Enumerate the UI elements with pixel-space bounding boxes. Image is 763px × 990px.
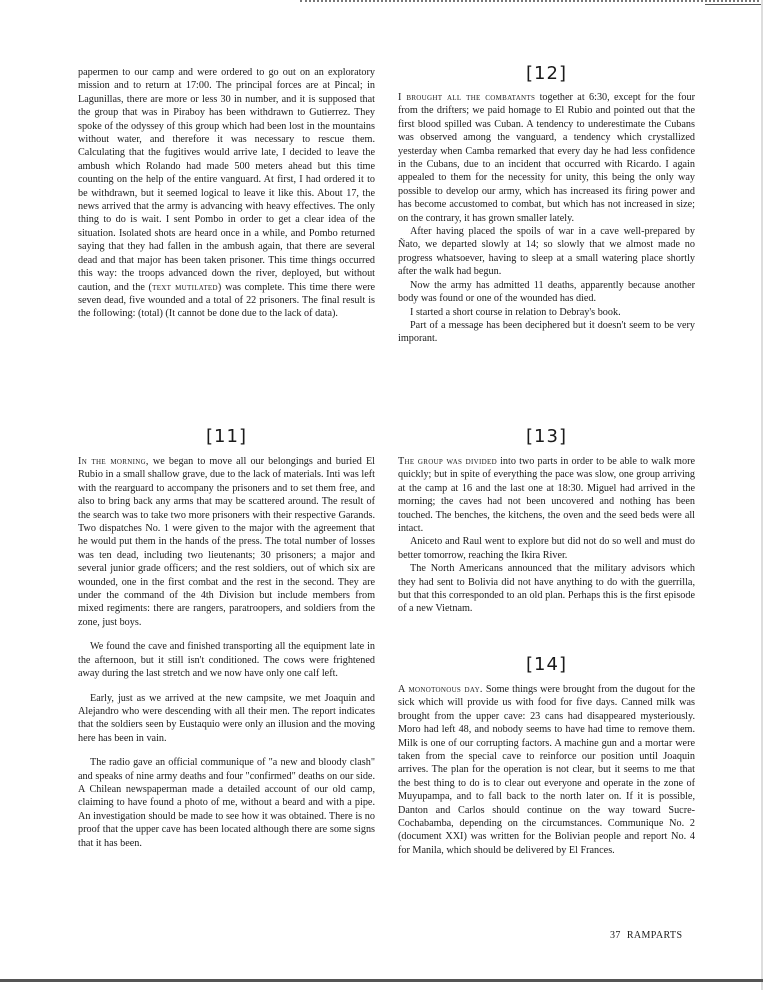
entry-12-paragraph-3: Now the army has admitted 11 deaths, apparently because another body was found or one of the wounded has died. — [398, 279, 695, 305]
entry-11-paragraph-2: We found the cave and finished transporting all the equipment late in the afternoon, but it still isn't conditioned. The cows were frightened away during the last stretch and we now have only one calf left. — [78, 641, 375, 680]
entry-12-lead-in: I brought all the combatants — [398, 92, 536, 103]
entry-11 — [78, 455, 375, 850]
top-solid-rule — [705, 4, 763, 5]
entry-heading-14: [14] — [526, 654, 567, 675]
entry-11-paragraph-1 — [78, 455, 375, 629]
entry-12-paragraph-2: After having placed the spoils of war in a cave well-prepared by Ñato, we departed slowly at 14; so slowly that we almost made no progress whatsoever, having to sleep at a small watering place shortly after the walk had begun. — [398, 226, 695, 278]
continuation-paragraph — [78, 66, 375, 321]
entry-12-paragraph-5: Part of a message has been deciphered but it doesn't seem to be very imporant. — [398, 319, 695, 345]
entry-heading-11: [11] — [206, 426, 247, 447]
entry-14-text-1: Some things were brought from the dugout for the sick which will provide us with food for five days. Canned milk was brought from the upper cave: 23 cans had disappeared mysteriously. Moro had left 48, and nobody seems to have had time to remove them. Milk is one of our corrupting factors. A machine gun and a mortar were taken from the special cave to reinforce our position until Joaquin arrives. The plan for the operation is not clear, but it seems to me that the best thing to do is to clear out everyone and operate in the zone of Muyupampa, and to fall back to the north later on. If it is possible, Danton and Carlos should continue on the way toward Sucre-Cochabamba, depending on the circumstances. Communique No. 2 (document XXI) was written for the Bolivian people and report No. 4 for Manila, which should be delivered by El Frances. — [398, 684, 695, 856]
entry-13 — [398, 455, 695, 616]
entry-14 — [398, 683, 695, 857]
continuation-text: papermen to our camp and were ordered to go out on an exploratory mission and to return at 17:00. The principal forces are at Pincal; in Lagunillas, there are more or less 30 in number, and it is supposed that the group that was in Piraboy has been withdrawn to Gutierrez. They spoke of the odyssey of this group which had been lost in the mountains without water, and therefore it was necessary to rescue them. Calculating that the fugitives would arrive late, I decided to leave the ambush which Rolando had made 500 meters ahead but this time counting on the help of the entire vanguard. At first, I had ordered it to be withdrawn, but it seemed logical to leave it like this. About 17, the news arrived that the army is advancing with heavy effectives. The only thing to do is wait. I sent Pombo in order to get a clear idea of the situation. Isolated shots are heard once in a while, and Pombo returned saying that they had fallen in the ambush again, that there are several dead and that major has been taken prisoner. This time things occurred this way: the troops advanced down the river, deployed, but without caution, and the — [78, 67, 375, 293]
entry-11-lead-in: In the morning, — [78, 456, 149, 467]
entry-12-paragraph-4: I started a short course in relation to Debray's book. — [410, 306, 621, 318]
entry-12-paragraph-1 — [398, 91, 695, 225]
entry-11-paragraph-4: The radio gave an official communique of "a new and bloody clash" and speaks of nine army deaths and four "confirmed" deaths on our side. A Chilean newspaperman made a detailed account of our old camp, claiming to have found a photo of me, without a beard and with a pipe. An investigation should be made to see how it was obtained. There is no proof that the upper cave has been located although there are some signs that it has been. — [78, 757, 375, 849]
bottom-rule — [0, 979, 763, 982]
top-dotted-rule — [300, 0, 763, 5]
entry-14-lead-in: A monotonous day. — [398, 684, 483, 695]
entry-11-paragraph-3: Early, just as we arrived at the new campsite, we met Joaquin and Alejandro who were descending with all their men. The report indicates that the soldiers seen by Eustaquio were only an illusion and the moving here has been in vain. — [78, 692, 375, 744]
entry-13-paragraph-3: The North Americans announced that the military advisors which they had sent to Bolivia did not have anything to do with the guerrilla, but that this corresponded to an old plan. Perhaps this is the first episode of a new Vietnam. — [398, 563, 695, 615]
magazine-name: RAMPARTS — [626, 930, 683, 941]
text-mutilated-note: (text mutilated) — [148, 281, 222, 293]
continuation-text-end: was complete. This time there were seven dead, five wounded and a total of 22 prisoners. The final result is the following: (total) (It cannot be done due to the lack of data). — [78, 281, 376, 320]
entry-heading-13: [13] — [526, 426, 567, 447]
entry-14-paragraph-1 — [398, 683, 695, 857]
entry-13-lead-in: The group was divided — [398, 456, 497, 467]
page-footer — [610, 930, 720, 941]
entry-12 — [398, 91, 695, 346]
page-number: 37 — [610, 930, 621, 941]
entry-11-text-1: we began to move all our belongings and buried El Rubio in a small shallow grave, due to the lack of materials. Inti was left with the rearguard to accompany the prisoners and to set them free, and also to bring back any arms that may be scattered around. The result of the search was to take two more prisoners with their respective Garands. Two dispatches No. 1 were given to the major with the agreement that he would put them in the hands of the press. The total number of losses was ten dead, including two lieutenants; 30 prisoners; a major and several junior grade officers; and the rest soldiers, out of which six are wounded, one in the first combat and the rest in the second. They are under the command of the 4th Division but include members from mixed regiments: there are rangers, paratroopers, and soldiers from the zone, just boys. — [78, 456, 376, 628]
entry-13-text-1: into two parts in order to be able to walk more quickly; but in spite of everything the pace was slow, one group arriving at the camp at 16 and the last one at 18:30. Miguel had arrived in the morning; the caves had not been uncovered and nothing has been touched. The benches, the kitchens, the oven and the seed beds were all intact. — [398, 456, 695, 535]
entry-12-text-1: together at 6:30, except for the four from the drifters; we paid homage to El Rubio and pointed out that the first blood spilled was Cuban. A tendency to underestimate the Cubans was observed among the vanguard, a tendency which crystallized yesterday when Camba remarked that every day he had less confidence in the Cubans, due to an incident that occurred with Ricardo. I again appealed to them for the necessity for unity, this being the only way possible to develop our army, which has increased its firing power and has become accustomed to combat, but which has not increased in size; on the contrary, it has grown smaller lately. — [398, 92, 696, 224]
entry-heading-12: [12] — [526, 63, 567, 84]
entry-13-paragraph-1 — [398, 455, 695, 535]
left-column-continuation — [78, 66, 375, 321]
entry-13-paragraph-2: Aniceto and Raul went to explore but did not do so well and must do better tomorrow, reaching the Ikira River. — [398, 536, 695, 561]
